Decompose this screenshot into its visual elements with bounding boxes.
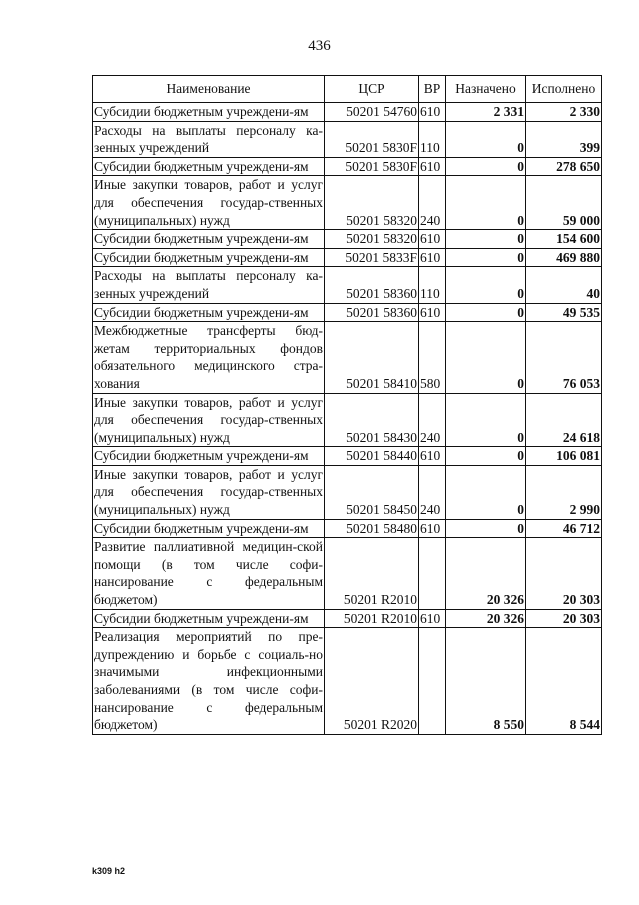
- row-csr-cell: 50201 58480: [325, 519, 419, 538]
- row-csr-cell: 50201 58360: [325, 267, 419, 303]
- table-row: [93, 393, 602, 447]
- row-executed-cell: 154 600: [526, 230, 602, 249]
- row-planned-cell: 0: [446, 393, 526, 447]
- row-executed-cell: 2 330: [526, 103, 602, 122]
- row-name-cell: Реализация мероприятий по пре-дупреждению и борьбе с социаль-но значимыми инфекционными заболеваниями (в том числе софи-нансирование с федеральным бюджетом): [93, 628, 325, 735]
- table-header-row: [93, 76, 602, 103]
- row-vr-cell: 240: [419, 393, 446, 447]
- row-name-cell: Расходы на выплаты персоналу ка-зенных учреждений: [93, 267, 325, 303]
- table-row: [93, 157, 602, 176]
- row-executed-cell: 20 303: [526, 538, 602, 609]
- table-row: [93, 248, 602, 267]
- row-name-cell: Субсидии бюджетным учреждени-ям: [93, 157, 325, 176]
- row-name-cell: Иные закупки товаров, работ и услуг для обеспечения государ-ственных (муниципальных) нужд: [93, 465, 325, 519]
- row-planned-cell: 0: [446, 465, 526, 519]
- row-vr-cell: 610: [419, 230, 446, 249]
- row-vr-cell: [419, 628, 446, 735]
- table-row: [93, 303, 602, 322]
- row-planned-cell: 0: [446, 157, 526, 176]
- row-csr-cell: 50201 R2020: [325, 628, 419, 735]
- row-executed-cell: 8 544: [526, 628, 602, 735]
- table-row: [93, 519, 602, 538]
- row-planned-cell: 2 331: [446, 103, 526, 122]
- row-planned-cell: 0: [446, 121, 526, 157]
- table-row: [93, 538, 602, 609]
- row-csr-cell: 50201 58410: [325, 322, 419, 393]
- row-vr-cell: [419, 538, 446, 609]
- row-csr-cell: 50201 54760: [325, 103, 419, 122]
- header-executed: Исполнено: [526, 76, 602, 103]
- row-csr-cell: 50201 58320: [325, 230, 419, 249]
- table-row: [93, 267, 602, 303]
- row-name-cell: Субсидии бюджетным учреждени-ям: [93, 303, 325, 322]
- row-vr-cell: 610: [419, 103, 446, 122]
- row-planned-cell: 0: [446, 322, 526, 393]
- row-vr-cell: 610: [419, 157, 446, 176]
- row-vr-cell: 610: [419, 303, 446, 322]
- row-planned-cell: 0: [446, 248, 526, 267]
- row-executed-cell: 106 081: [526, 447, 602, 466]
- row-name-cell: Субсидии бюджетным учреждени-ям: [93, 230, 325, 249]
- row-vr-cell: 240: [419, 465, 446, 519]
- row-vr-cell: 610: [419, 447, 446, 466]
- table-row: [93, 103, 602, 122]
- row-csr-cell: 50201 58320: [325, 176, 419, 230]
- row-planned-cell: 0: [446, 519, 526, 538]
- row-vr-cell: 240: [419, 176, 446, 230]
- row-planned-cell: 0: [446, 176, 526, 230]
- row-executed-cell: 399: [526, 121, 602, 157]
- row-csr-cell: 50201 5830F: [325, 157, 419, 176]
- row-planned-cell: 0: [446, 447, 526, 466]
- row-name-cell: Иные закупки товаров, работ и услуг для обеспечения государ-ственных (муниципальных) нужд: [93, 393, 325, 447]
- row-csr-cell: 50201 58450: [325, 465, 419, 519]
- row-csr-cell: 50201 58430: [325, 393, 419, 447]
- row-csr-cell: 50201 R2010: [325, 538, 419, 609]
- table-row: [93, 447, 602, 466]
- row-vr-cell: 610: [419, 609, 446, 628]
- footer-code: k309 h2: [92, 866, 126, 876]
- header-planned: Назначено: [446, 76, 526, 103]
- header-vr: ВР: [419, 76, 446, 103]
- row-executed-cell: 20 303: [526, 609, 602, 628]
- budget-table: [92, 75, 602, 735]
- row-executed-cell: 2 990: [526, 465, 602, 519]
- row-name-cell: Субсидии бюджетным учреждени-ям: [93, 519, 325, 538]
- row-executed-cell: 59 000: [526, 176, 602, 230]
- row-executed-cell: 278 650: [526, 157, 602, 176]
- row-vr-cell: 110: [419, 267, 446, 303]
- table-row: [93, 230, 602, 249]
- row-vr-cell: 580: [419, 322, 446, 393]
- header-name: Наименование: [93, 76, 325, 103]
- row-name-cell: Субсидии бюджетным учреждени-ям: [93, 609, 325, 628]
- row-csr-cell: 50201 58360: [325, 303, 419, 322]
- table-body: [93, 103, 602, 735]
- row-planned-cell: 20 326: [446, 609, 526, 628]
- row-name-cell: Субсидии бюджетным учреждени-ям: [93, 248, 325, 267]
- table-row: [93, 176, 602, 230]
- row-planned-cell: 0: [446, 267, 526, 303]
- header-csr: ЦСР: [325, 76, 419, 103]
- row-planned-cell: 0: [446, 230, 526, 249]
- row-csr-cell: 50201 R2010: [325, 609, 419, 628]
- row-executed-cell: 469 880: [526, 248, 602, 267]
- table-row: [93, 628, 602, 735]
- row-csr-cell: 50201 58440: [325, 447, 419, 466]
- row-planned-cell: 8 550: [446, 628, 526, 735]
- table-row: [93, 609, 602, 628]
- page-number: 436: [308, 38, 331, 54]
- row-name-cell: Развитие паллиативной медицин-ской помощи (в том числе софи-нансирование с федеральным бюджетом): [93, 538, 325, 609]
- row-vr-cell: 110: [419, 121, 446, 157]
- row-executed-cell: 40: [526, 267, 602, 303]
- row-name-cell: Иные закупки товаров, работ и услуг для обеспечения государ-ственных (муниципальных) нужд: [93, 176, 325, 230]
- row-csr-cell: 50201 5830F: [325, 121, 419, 157]
- row-name-cell: Субсидии бюджетным учреждени-ям: [93, 447, 325, 466]
- table-row: [93, 465, 602, 519]
- table-row: [93, 121, 602, 157]
- row-executed-cell: 76 053: [526, 322, 602, 393]
- row-name-cell: Межбюджетные трансферты бюд-жетам территориальных фондов обязательного медицинского стра-хования: [93, 322, 325, 393]
- row-executed-cell: 24 618: [526, 393, 602, 447]
- row-csr-cell: 50201 5833F: [325, 248, 419, 267]
- row-name-cell: Субсидии бюджетным учреждени-ям: [93, 103, 325, 122]
- row-vr-cell: 610: [419, 248, 446, 267]
- row-planned-cell: 20 326: [446, 538, 526, 609]
- table-row: [93, 322, 602, 393]
- row-executed-cell: 46 712: [526, 519, 602, 538]
- row-name-cell: Расходы на выплаты персоналу ка-зенных учреждений: [93, 121, 325, 157]
- row-planned-cell: 0: [446, 303, 526, 322]
- row-vr-cell: 610: [419, 519, 446, 538]
- row-executed-cell: 49 535: [526, 303, 602, 322]
